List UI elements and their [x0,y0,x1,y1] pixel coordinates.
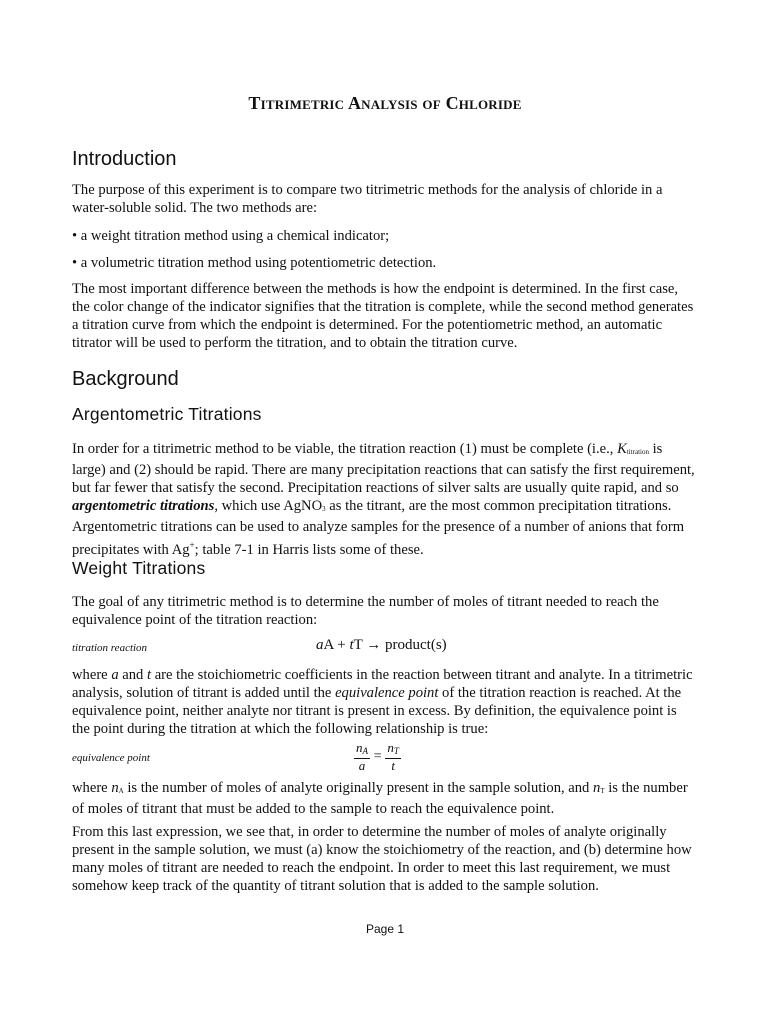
intro-bullet-1: • a weight titration method using a chemical indicator; [72,228,390,244]
equation-equivalence-point: $\frac{n_A}{a}$ = $\frac{n_T}{t}$ [356,740,399,773]
heading-background: Background [72,368,179,390]
heading-weight-titrations: Weight Titrations [72,558,206,578]
intro-bullet-2: • a volumetric titration method using potentiometric detection. [72,255,437,271]
weight-paragraph-1: The goal of any titrimetric method is to determine the number of moles of titrant needed to reach the equivalence point of the titration reaction: [72,594,659,628]
intro-paragraph-1: The purpose of this experiment is to compare two titrimetric methods for the analysis of chloride in a water-soluble solid. The two methods are: [72,182,663,216]
heading-argentometric-titrations: Argentometric Titrations [72,404,262,424]
equation-titration-reaction: aA + tT → product(s) [316,637,447,653]
term-argentometric-titrations: argentometric titrations [72,498,215,514]
heading-introduction: Introduction [72,148,177,170]
weight-paragraph-2: where a and t are the stoichiometric coefficients in the reaction between titrant and analyte. In a titrimetric analysis, solution of titrant is added until the equivalence point of the titration reaction is reached. At the equivalence point, neither analyte nor titrant is present in excess. By definition, the equivalence point is the point during the titration at which the following relationship is true: [72,667,693,737]
weight-paragraph-4: From this last expression, we see that, in order to determine the number of moles of analyte originally present in the sample solution, we must (a) know the stoichiometry of the reaction, and (b) determine how many moles of titrant are needed to reach the endpoint. In order to meet this last requirement, we must somehow keep track of the quantity of titrant solution that is added to the sample solution. [72,824,692,894]
document-title: Titrimetric Analysis of Chloride [248,93,522,113]
intro-paragraph-2: The most important difference between the methods is how the endpoint is determined. In the first case, the color change of the indicator signifies that the titration is complete, while the second method generates a titration curve from which the endpoint is determined. For the potentiometric method, an automatic titrator will be used to perform the titration, and to obtain the titration curve. [72,281,694,351]
argentometric-paragraph: In order for a titrimetric method to be viable, the titration reaction (1) must be complete (i.e., $K_{titration}$ is large) and (2) should be rapid. There are many precipitation reactions that can satisfy the first requirement, but far fewer that satisfy the second. Precipitation reactions of silver salts are usually quite rapid, and so argentometric titrations, which use AgNO$_3$ as the titrant, are the most common precipitation titrations. Argentometric titrations can be used to analyze samples for the presence of a number of anions that form precipitates with Ag+; table 7-1 in Harris lists some of these. [72,441,695,558]
weight-paragraph-3: where $n_A$ is the number of moles of analyte originally present in the sample solution, and $n_T$ is the number of moles of titrant that must be added to the sample to reach the equivalence point. [72,780,688,817]
equation-label-equivalence-point: equivalence point [72,752,150,764]
page-number: Page 1 [365,922,405,936]
equation-label-titration-reaction: titration reaction [72,642,148,654]
